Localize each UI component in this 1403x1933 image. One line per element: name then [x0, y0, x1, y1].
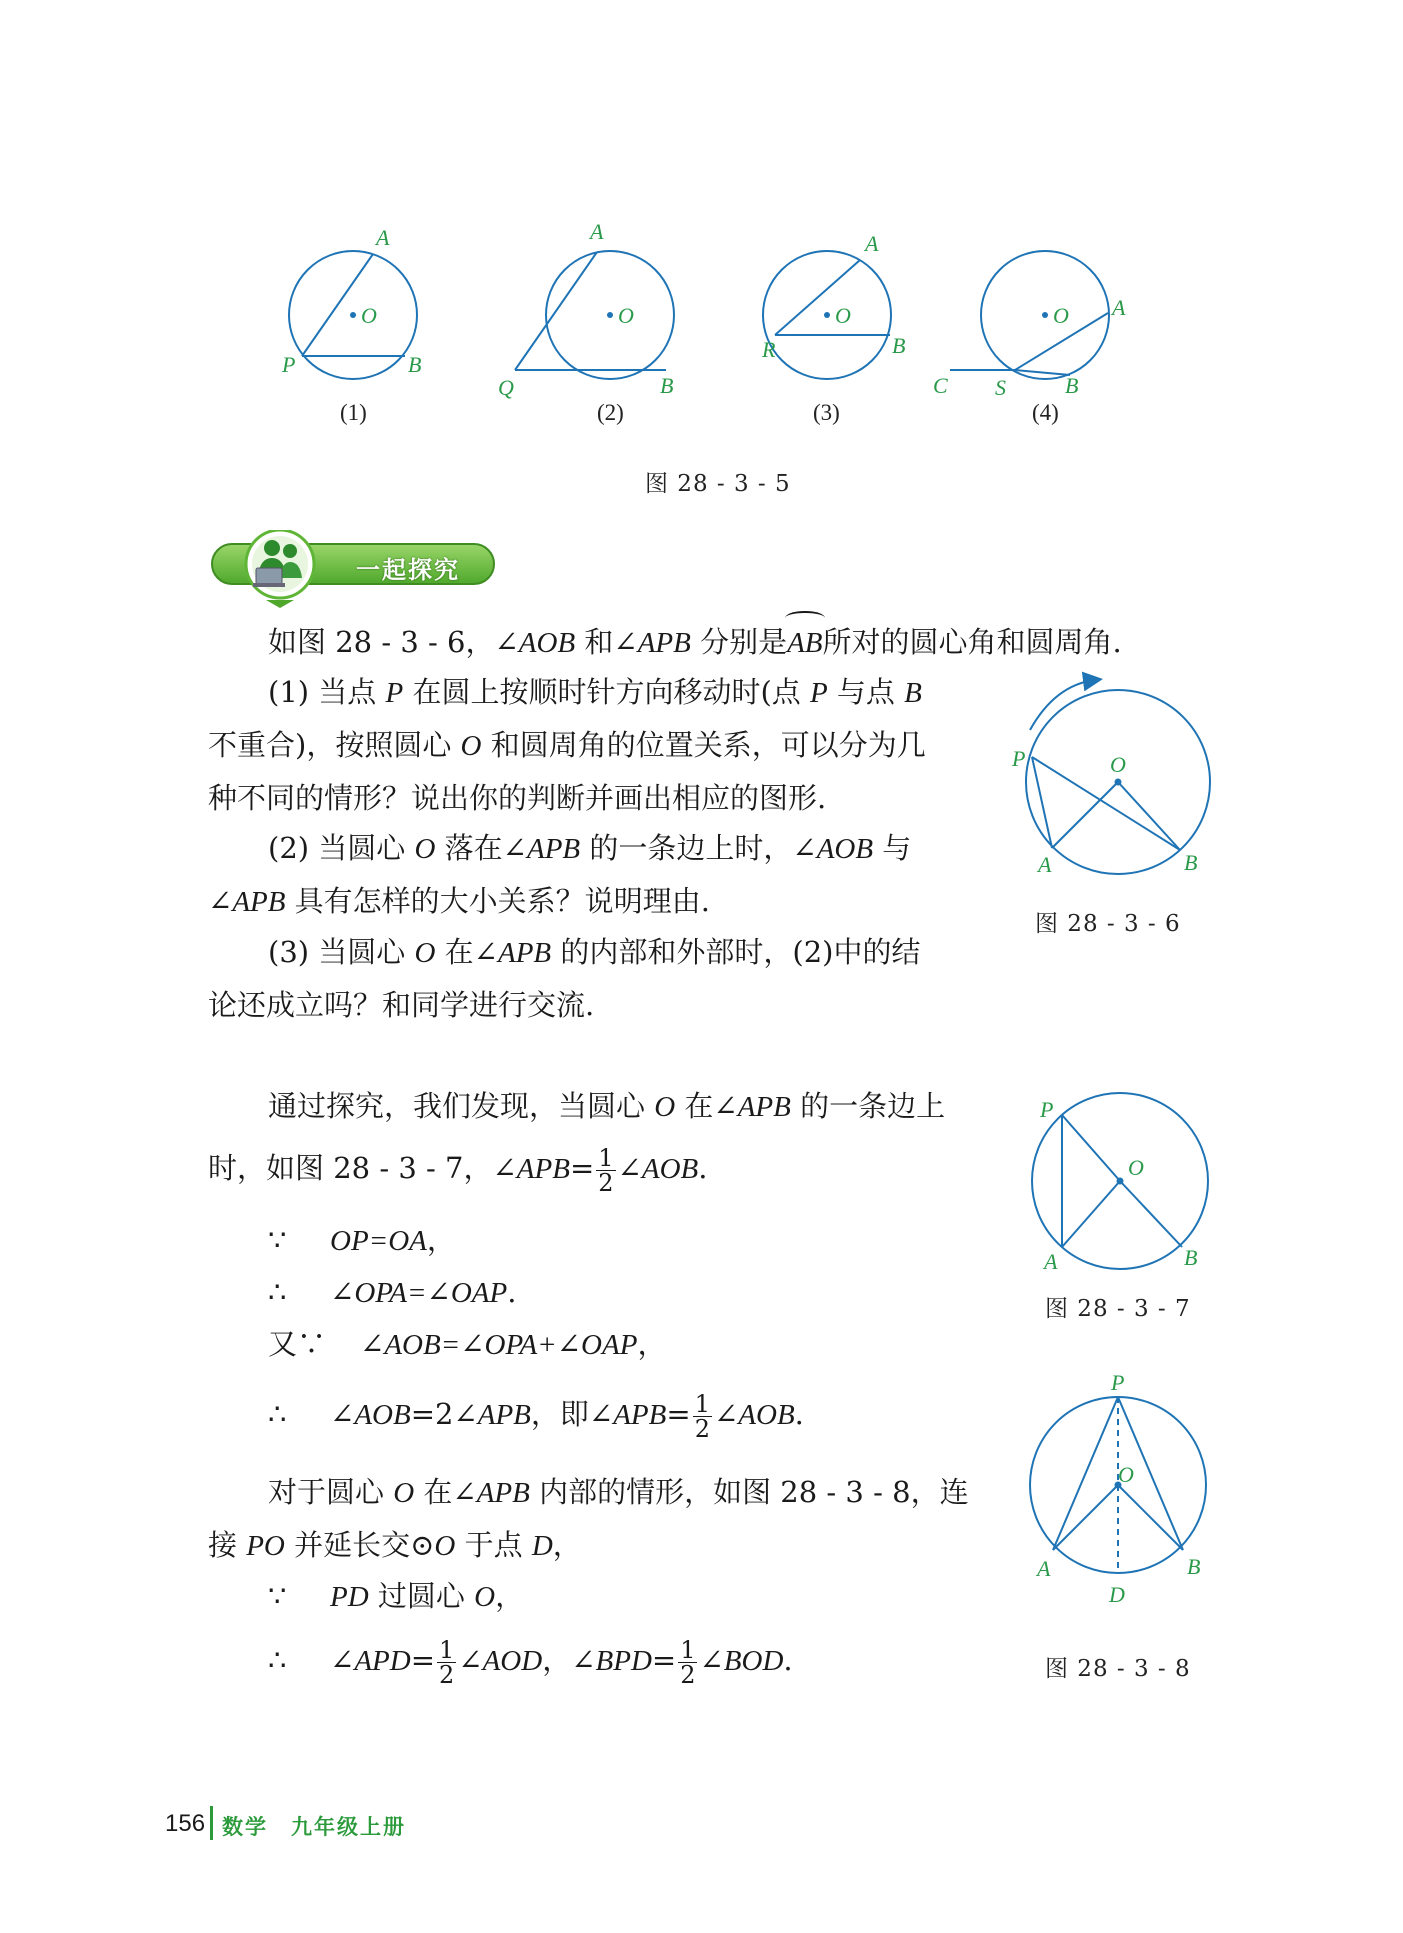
text: 在∠ [435, 935, 498, 969]
text: 在∠ [675, 1089, 738, 1123]
text: ∠ [360, 1327, 385, 1361]
proof-step-5 [268, 1570, 524, 1623]
denominator: 2 [439, 1660, 455, 1689]
text: 接 [208, 1528, 247, 1562]
text: 对于圆心 [268, 1475, 394, 1509]
fig8-label-a: A [1037, 1556, 1051, 1581]
denominator: 2 [680, 1660, 696, 1689]
text: ∠ [330, 1275, 355, 1309]
math: OP=OA [330, 1225, 427, 1257]
fig4-label-a: A [1112, 295, 1126, 320]
proof-step-6 [268, 1634, 793, 1687]
fig3-label-a: A [865, 231, 879, 256]
figure-caption-28-3-8: 图 28 - 3 - 8 [1045, 1656, 1191, 1682]
math: AOB [354, 1399, 411, 1431]
figure-28-3-7 [1020, 1085, 1230, 1285]
text: ∠ [330, 1643, 355, 1677]
math: O [414, 937, 436, 969]
text: =2∠ [410, 1397, 478, 1431]
fig1-label-o: O [361, 303, 377, 328]
fig1-sublabel: (1) [340, 400, 367, 425]
fig2-label-a: A [590, 219, 604, 244]
fraction-one-half [437, 1635, 456, 1689]
math: O [654, 1091, 676, 1123]
math: APB [637, 627, 691, 659]
question-3 [208, 926, 988, 1031]
math: D [531, 1530, 553, 1562]
therefore-symbol: ∴ [268, 1397, 287, 1431]
text: = [410, 1643, 435, 1677]
denominator: 2 [694, 1414, 710, 1443]
text: (1) 当点 [268, 675, 386, 709]
fig4-label-s: S [995, 375, 1006, 400]
text: 分别是 [690, 625, 788, 659]
text: 的内部和外部时，(2)中的结 [551, 935, 921, 969]
text: 时，如图 28 - 3 - 7，∠ [208, 1151, 517, 1185]
text: (3) 当圆心 [268, 935, 415, 969]
text: ， [426, 1223, 456, 1257]
fig2-label-b: B [660, 373, 674, 398]
text: ， [552, 1528, 582, 1562]
fig1-label-p: P [282, 352, 296, 377]
math: P [810, 677, 828, 709]
math: APB [613, 1399, 667, 1431]
banner-label: 一起探究 [356, 556, 460, 584]
fig3-label-r: R [762, 337, 776, 362]
students-laptop-icon [250, 536, 310, 592]
text: ∠ [330, 1397, 355, 1431]
again-because-symbol: 又∵ [268, 1327, 327, 1361]
text: 的一条边上时，∠ [580, 831, 817, 865]
text: 所对的圆心角和圆周角. [822, 625, 1122, 659]
text: 和∠ [575, 625, 638, 659]
fig2-label-q: Q [498, 375, 514, 400]
fig8-label-o: O [1118, 1462, 1134, 1487]
fig4-sublabel: (4) [1032, 400, 1059, 425]
math: AOD [482, 1645, 543, 1677]
figure-caption-28-3-7: 图 28 - 3 - 7 [1045, 1296, 1191, 1322]
page-number: 156 [165, 1810, 206, 1837]
fig6-label-p: P [1012, 746, 1026, 771]
fig8-label-b: B [1187, 1554, 1201, 1579]
text: 论还成立吗？和同学进行交流. [208, 988, 595, 1022]
math: APB [516, 1153, 570, 1185]
proof-paragraph-3 [208, 1466, 1008, 1572]
text: 在圆上按顺时针方向移动时(点 [403, 675, 810, 709]
text: 落在∠ [435, 831, 527, 865]
figure-28-3-6 [1000, 670, 1230, 880]
text: 如图 28 - 3 - 6，∠ [268, 625, 519, 659]
fig6-label-a: A [1038, 852, 1052, 877]
math: AOB [641, 1153, 699, 1185]
therefore-symbol: ∴ [268, 1275, 287, 1309]
math: APB [498, 937, 552, 969]
text: 并延长交⊙ [284, 1528, 435, 1562]
math: O [393, 1477, 415, 1509]
proof-step-1 [268, 1214, 456, 1267]
math: APB [232, 886, 286, 918]
question-2 [208, 822, 988, 928]
math: APB [476, 1477, 530, 1509]
math: BOD [723, 1645, 784, 1677]
fig7-label-p: P [1040, 1097, 1054, 1122]
text: ， [495, 1579, 525, 1613]
because-symbol: ∵ [268, 1223, 287, 1257]
text: ∠ [617, 1151, 642, 1185]
text: 过圆心 [368, 1579, 475, 1613]
fig2-sublabel: (2) [597, 400, 624, 425]
text: = [569, 1151, 595, 1185]
text: 与点 [827, 675, 905, 709]
math: O [414, 833, 436, 865]
text: 具有怎样的大小关系？说明理由. [285, 884, 710, 918]
text: . [794, 1397, 804, 1431]
fig3-sublabel: (3) [813, 400, 840, 425]
because-symbol: ∵ [268, 1579, 287, 1613]
math: APB [737, 1091, 791, 1123]
math: P [385, 677, 404, 709]
fig1-label-a: A [376, 225, 390, 250]
text: 和圆周角的位置关系，可以分为几 [481, 728, 926, 762]
fig6-label-o: O [1110, 752, 1126, 777]
therefore-symbol: ∴ [268, 1643, 287, 1677]
text: 内部的情形，如图 28 - 3 - 8，连 [529, 1475, 969, 1509]
fig4-label-o: O [1053, 303, 1069, 328]
text: = [666, 1397, 691, 1431]
proof-paragraph-2 [208, 1142, 707, 1195]
fig4-label-b: B [1065, 373, 1079, 398]
fig2-label-o: O [618, 303, 634, 328]
figure-caption-28-3-6: 图 28 - 3 - 6 [1035, 911, 1181, 937]
figure-28-3-5 [260, 215, 1140, 445]
fig1-label-b: B [408, 352, 422, 377]
text: ∠ [458, 1643, 483, 1677]
fig7-label-b: B [1184, 1245, 1198, 1270]
text: . [783, 1643, 793, 1677]
math: AOB [518, 627, 576, 659]
math: B [904, 677, 922, 709]
fig8-label-d: D [1109, 1582, 1125, 1607]
explore-intro [268, 616, 1122, 669]
numerator: 1 [694, 1389, 710, 1418]
denominator: 2 [598, 1168, 614, 1197]
text: ，∠ [542, 1643, 596, 1677]
text: 在∠ [414, 1475, 477, 1509]
fig7-label-o: O [1128, 1155, 1144, 1180]
proof-step-4 [268, 1388, 804, 1441]
fig3-label-b: B [892, 333, 906, 358]
text: ∠ [208, 884, 233, 918]
math: OPA=∠OAP [354, 1277, 508, 1309]
math: APD [354, 1645, 411, 1677]
numerator: 1 [680, 1635, 696, 1664]
arc-ab: AB [787, 617, 822, 669]
math: PD [330, 1581, 369, 1613]
fig7-label-a: A [1044, 1249, 1058, 1274]
math: PO [246, 1530, 285, 1562]
footer-divider [210, 1806, 213, 1840]
math: BPD [595, 1645, 652, 1677]
numerator: 1 [439, 1635, 455, 1664]
fig8-label-p: P [1111, 1370, 1125, 1395]
math: O [434, 1530, 456, 1562]
proof-step-3 [268, 1318, 666, 1371]
fig3-label-o: O [835, 303, 851, 328]
text: 种不同的情形？说出你的判断并画出相应的图形. [208, 781, 827, 815]
numerator: 1 [598, 1143, 614, 1172]
fig4-label-c: C [933, 373, 948, 398]
explore-banner [208, 530, 498, 610]
fraction-one-half [693, 1389, 712, 1443]
figure-28-3-8 [1015, 1370, 1230, 1610]
math: AOB [816, 833, 874, 865]
question-1 [208, 666, 988, 824]
proof-paragraph-1 [208, 1080, 1008, 1133]
math: O [474, 1581, 496, 1613]
text: ∠ [699, 1643, 724, 1677]
text: ， [637, 1327, 667, 1361]
text: = [651, 1643, 677, 1677]
footer-book-title: 数学 九年级上册 [222, 1815, 406, 1839]
text: 不重合)，按照圆心 [208, 728, 461, 762]
fraction-one-half [678, 1635, 697, 1689]
text: 与 [873, 831, 912, 865]
figure-caption-28-3-5: 图 28 - 3 - 5 [645, 471, 791, 497]
proof-step-2 [268, 1266, 516, 1319]
math: AOB [738, 1399, 795, 1431]
math: APB [527, 833, 581, 865]
text: ，即∠ [530, 1397, 614, 1431]
fraction-one-half [596, 1143, 615, 1197]
text: 的一条边上 [790, 1089, 946, 1123]
text: ∠ [713, 1397, 739, 1431]
text: (2) 当圆心 [268, 831, 415, 865]
math: APB [477, 1399, 531, 1431]
text: . [507, 1275, 517, 1309]
math: AOB=∠OPA+∠OAP [384, 1329, 638, 1361]
text: 于点 [455, 1528, 532, 1562]
math: O [460, 730, 482, 762]
fig6-label-b: B [1184, 850, 1198, 875]
text: 通过探究，我们发现，当圆心 [268, 1089, 655, 1123]
text: . [698, 1151, 708, 1185]
